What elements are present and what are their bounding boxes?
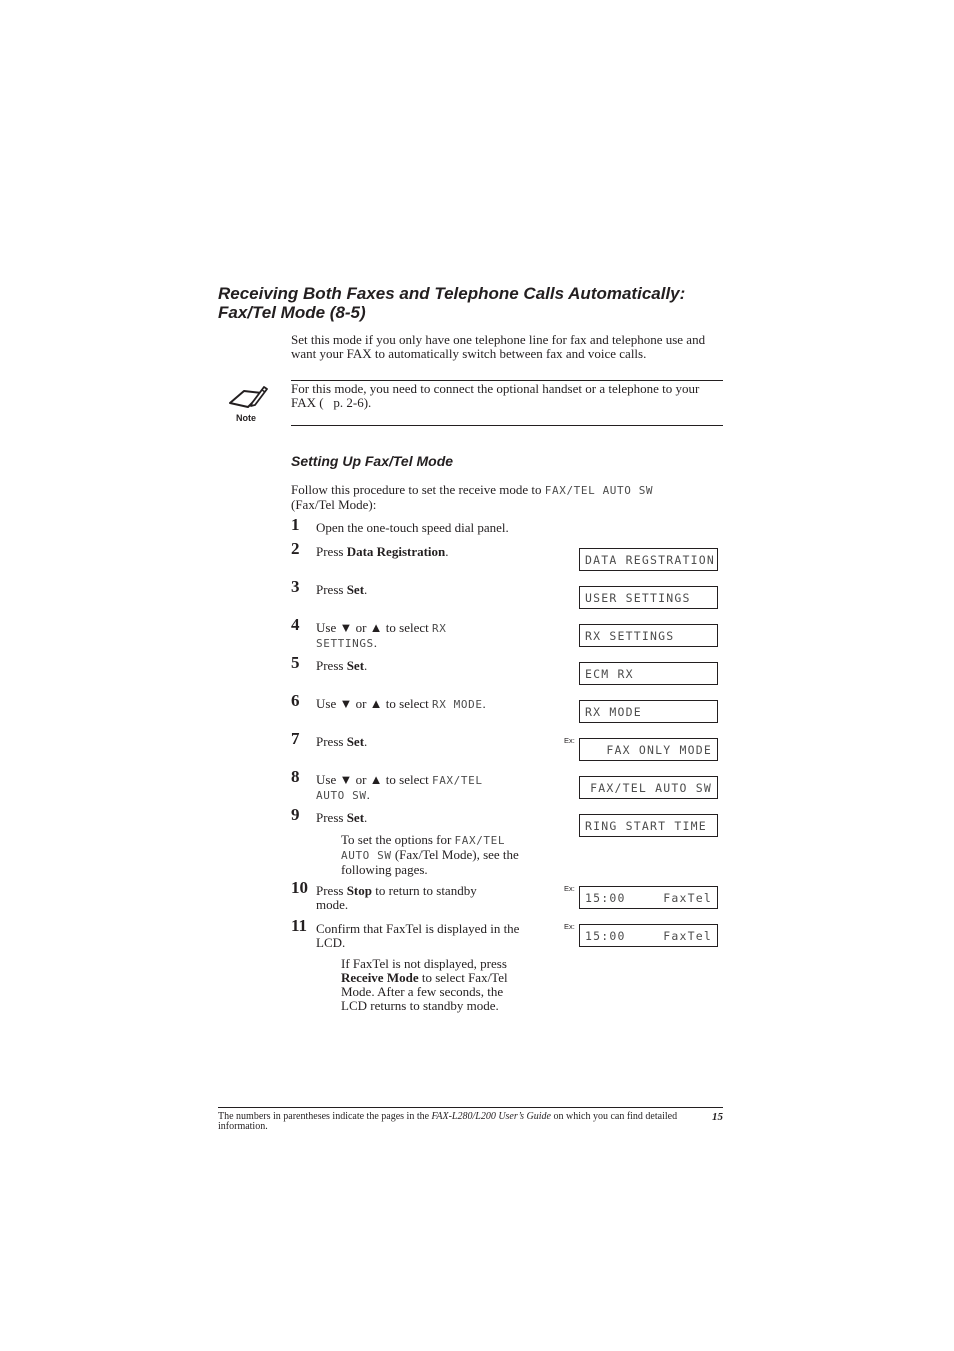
lcd-display: FAX/TEL AUTO SW xyxy=(579,776,718,799)
footer-rule xyxy=(218,1107,723,1108)
step-number: 9 xyxy=(291,805,300,824)
note-text: For this mode, you need to connect the optional handset or a telephone to your FAX ( p. 2-6). xyxy=(291,381,700,410)
step-number: 5 xyxy=(291,653,300,672)
step-text: Confirm that FaxTel is displayed in the LCD. xyxy=(316,921,520,950)
note-pencil-icon xyxy=(226,383,270,425)
step-number: 6 xyxy=(291,691,300,710)
lcd-time: 15:00 xyxy=(585,891,626,905)
lcd-standby-display xyxy=(579,924,718,947)
page-title: Receiving Both Faxes and Telephone Calls Automatically: Fax/Tel Mode (8-5) xyxy=(218,284,686,322)
step-text: Press Data Registration. xyxy=(316,544,449,559)
step-11-subtext: If FaxTel is not displayed, press Receive Mode to select Fax/Tel Mode. After a few seconds, the LCD returns to standby mode. xyxy=(341,956,508,1013)
lcd-display: FAX ONLY MODE xyxy=(579,738,718,761)
step-number: 11 xyxy=(291,916,308,935)
procedure-intro: Follow this procedure to set the receive mode to FAX/TEL AUTO SW (Fax/Tel Mode): xyxy=(291,482,654,512)
step-text: Use ▼ or ▲ to select RX MODE. xyxy=(316,696,486,711)
lcd-standby-display xyxy=(579,886,718,909)
lcd-display: RX SETTINGS xyxy=(579,624,718,647)
example-label: Ex: xyxy=(564,884,575,893)
note-bottom-rule xyxy=(291,425,723,426)
step-number: 10 xyxy=(291,878,308,897)
section-title: Setting Up Fax/Tel Mode xyxy=(291,453,454,469)
example-label: Ex: xyxy=(564,736,575,745)
step-text: Press Set. xyxy=(316,810,368,825)
step-number: 8 xyxy=(291,767,300,786)
lcd-time: 15:00 xyxy=(585,929,626,943)
step-number: 1 xyxy=(291,515,300,534)
intro-paragraph: Set this mode if you only have one telephone line for fax and telephone use and want your FAX to automatically switch between fax and voice calls. xyxy=(291,332,706,361)
example-label: Ex: xyxy=(564,922,575,931)
lcd-display: USER SETTINGS xyxy=(579,586,718,609)
lcd-display: RX MODE xyxy=(579,700,718,723)
step-text: Press Set. xyxy=(316,582,368,597)
step-number: 3 xyxy=(291,577,300,596)
step-text: Press Set. xyxy=(316,658,368,673)
note-label: Note xyxy=(236,413,256,423)
lcd-display: DATA REGSTRATION xyxy=(579,548,718,571)
lcd-display: RING START TIME xyxy=(579,814,718,837)
step-number: 4 xyxy=(291,615,300,634)
step-9-subtext: To set the options for FAX/TEL AUTO SW (Fax/Tel Mode), see the following pages. xyxy=(341,832,519,877)
lcd-mode: FaxTel xyxy=(663,929,712,943)
step-text: Use ▼ or ▲ to select FAX/TEL AUTO SW. xyxy=(316,772,483,802)
page-number: 15 xyxy=(712,1111,723,1123)
lcd-display: ECM RX xyxy=(579,662,718,685)
step-text: Use ▼ or ▲ to select RX SETTINGS. xyxy=(316,620,447,650)
lcd-mode: FaxTel xyxy=(663,891,712,905)
step-number: 2 xyxy=(291,539,300,558)
footer-text: The numbers in parentheses indicate the pages in the FAX-L280/L200 User’s Guide on which you can find detailed information. xyxy=(218,1111,678,1132)
step-number: 7 xyxy=(291,729,300,748)
step-text: Open the one-touch speed dial panel. xyxy=(316,520,509,535)
step-text: Press Stop to return to standby mode. xyxy=(316,883,477,912)
step-text: Press Set. xyxy=(316,734,368,749)
